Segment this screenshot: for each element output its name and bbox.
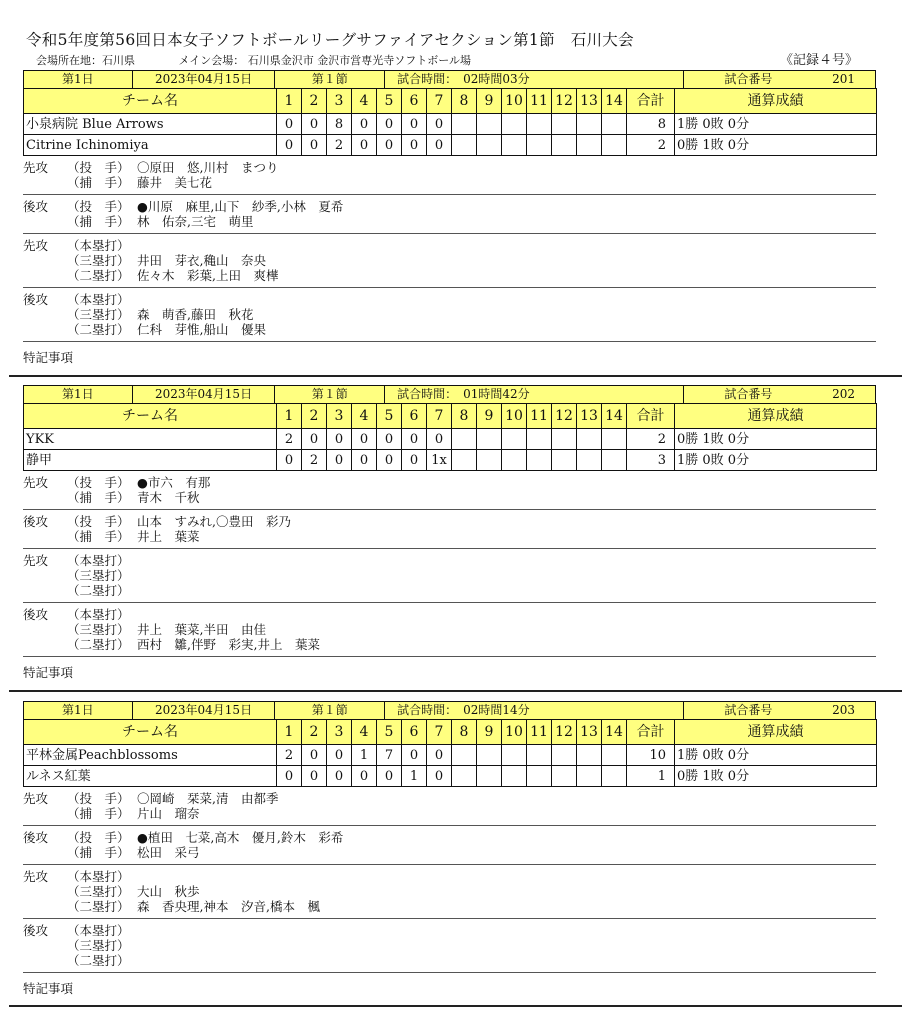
total-score: 2	[627, 429, 675, 450]
season-record: 1勝 0敗 0分	[675, 450, 877, 471]
inning-score	[502, 135, 527, 156]
game-number-label: 試合番号	[724, 387, 773, 401]
catchers: 松田 采弓	[137, 845, 200, 860]
pitchers: ●市六 有那	[137, 475, 211, 490]
game-day: 第1日	[24, 702, 133, 719]
inning-score	[477, 450, 502, 471]
side-label: 後攻	[23, 292, 49, 307]
inning-score: 0	[352, 135, 377, 156]
special-notes: 特記事項	[23, 981, 74, 996]
inning-header: 4	[352, 720, 377, 745]
inning-score: 0	[402, 450, 427, 471]
inning-header: 2	[302, 720, 327, 745]
inning-header: 4	[352, 404, 377, 429]
second-extra-base-hits	[23, 919, 876, 973]
game-duration: 試合時間： 02時間03分	[385, 71, 684, 88]
inning-score: 0	[402, 135, 427, 156]
inning-score	[577, 766, 602, 787]
inning-score	[477, 429, 502, 450]
score-header-row	[24, 89, 877, 114]
second-battery	[23, 510, 876, 549]
team-score-row	[24, 745, 877, 766]
record-header: 通算成績	[675, 720, 877, 745]
inning-score: 0	[277, 114, 302, 135]
pitcher-label: （投 手）	[67, 199, 130, 214]
catchers: 片山 瑠奈	[137, 806, 200, 821]
inning-score: 0	[302, 429, 327, 450]
total-score: 8	[627, 114, 675, 135]
game-date: 2023年04月15日	[133, 71, 276, 88]
triples: 井田 芽衣,穐山 奈央	[137, 253, 266, 268]
inning-header: 1	[277, 404, 302, 429]
catchers: 井上 葉菜	[137, 529, 200, 544]
inning-score	[452, 114, 477, 135]
inning-header: 14	[602, 404, 627, 429]
inning-score	[552, 745, 577, 766]
second-extra-base-hits	[23, 603, 876, 657]
game-separator	[9, 690, 902, 692]
document-title: 令和5年度第56回日本女子ソフトボールリーグサファイアセクション第1節 石川大会	[26, 31, 634, 49]
pitcher-label: （投 手）	[67, 830, 130, 845]
score-header-row	[24, 720, 877, 745]
inning-score	[527, 135, 552, 156]
inning-score	[602, 745, 627, 766]
inning-score	[477, 114, 502, 135]
triple-label: （三塁打）	[67, 622, 130, 637]
inning-score: 0	[302, 114, 327, 135]
inning-score	[602, 450, 627, 471]
inning-header: 13	[577, 404, 602, 429]
inning-score	[452, 745, 477, 766]
game-number-cell	[684, 386, 875, 403]
inning-score	[552, 766, 577, 787]
inning-header: 1	[277, 89, 302, 114]
game-day: 第1日	[24, 386, 133, 403]
inning-score	[452, 450, 477, 471]
inning-score	[502, 114, 527, 135]
inning-score: 2	[327, 135, 352, 156]
inning-score: 2	[302, 450, 327, 471]
second-battery	[23, 826, 876, 865]
venue-location: 会場所在地：石川県	[36, 54, 135, 67]
inning-header: 4	[352, 89, 377, 114]
inning-header: 9	[477, 404, 502, 429]
inning-header: 3	[327, 89, 352, 114]
team-name-header: チーム名	[24, 404, 277, 429]
inning-header: 1	[277, 720, 302, 745]
inning-score: 0	[352, 450, 377, 471]
score-table	[23, 403, 877, 471]
inning-header: 11	[527, 89, 552, 114]
double-label: （二塁打）	[67, 583, 130, 598]
team-name: Citrine Ichinomiya	[24, 135, 277, 156]
inning-header: 12	[552, 720, 577, 745]
side-label: 先攻	[23, 238, 49, 253]
inning-score	[527, 114, 552, 135]
inning-score	[552, 429, 577, 450]
inning-header: 5	[377, 720, 402, 745]
inning-score: 0	[277, 450, 302, 471]
pitcher-label: （投 手）	[67, 514, 130, 529]
game-header	[23, 70, 876, 88]
doubles: 佐々木 彩葉,上田 爽樺	[137, 268, 279, 283]
season-record: 1勝 0敗 0分	[675, 114, 877, 135]
inning-score	[602, 135, 627, 156]
inning-header: 2	[302, 89, 327, 114]
team-name: ルネス紅葉	[24, 766, 277, 787]
inning-score: 0	[427, 114, 452, 135]
inning-score: 0	[402, 429, 427, 450]
double-label: （二塁打）	[67, 322, 130, 337]
inning-score: 0	[302, 135, 327, 156]
inning-score	[452, 766, 477, 787]
pitchers: 山本 すみれ,〇豊田 彩乃	[137, 514, 291, 529]
inning-header: 5	[377, 404, 402, 429]
game-number: 202	[832, 387, 855, 401]
inning-score: 0	[352, 429, 377, 450]
game-number: 201	[832, 72, 855, 86]
triples: 井上 葉菜,半田 由佳	[137, 622, 266, 637]
total-score: 3	[627, 450, 675, 471]
game-number-label: 試合番号	[724, 72, 773, 86]
game-number: 203	[832, 703, 855, 717]
game-header	[23, 701, 876, 719]
inning-score	[477, 745, 502, 766]
inning-score: 0	[377, 766, 402, 787]
inning-header: 8	[452, 404, 477, 429]
record-number: 《記録４号》	[779, 53, 858, 68]
inning-score	[577, 745, 602, 766]
double-label: （二塁打）	[67, 637, 130, 652]
pitcher-label: （投 手）	[67, 160, 130, 175]
inning-score	[502, 745, 527, 766]
record-header: 通算成績	[675, 404, 877, 429]
inning-score	[577, 450, 602, 471]
homerun-label: （本塁打）	[67, 923, 130, 938]
triple-label: （三塁打）	[67, 938, 130, 953]
inning-header: 7	[427, 89, 452, 114]
inning-score	[602, 114, 627, 135]
inning-score	[527, 745, 552, 766]
total-header: 合計	[627, 89, 675, 114]
inning-header: 2	[302, 404, 327, 429]
catcher-label: （捕 手）	[67, 529, 130, 544]
triple-label: （三塁打）	[67, 307, 130, 322]
double-label: （二塁打）	[67, 899, 130, 914]
inning-header: 6	[402, 404, 427, 429]
inning-score: 0	[377, 114, 402, 135]
first-extra-base-hits	[23, 549, 876, 603]
inning-header: 10	[502, 404, 527, 429]
second-extra-base-hits	[23, 288, 876, 342]
game-number-cell	[684, 71, 875, 88]
triples: 森 萌香,藤田 秋花	[137, 307, 254, 322]
triples: 大山 秋歩	[137, 884, 200, 899]
inning-score: 8	[327, 114, 352, 135]
pitchers: ●植田 七菜,高木 優月,鈴木 彩希	[137, 830, 344, 845]
homerun-label: （本塁打）	[67, 238, 130, 253]
second-battery	[23, 195, 876, 234]
side-label: 先攻	[23, 869, 49, 884]
side-label: 先攻	[23, 791, 49, 806]
inning-header: 5	[377, 89, 402, 114]
inning-header: 12	[552, 404, 577, 429]
inning-score: 0	[302, 745, 327, 766]
inning-score	[577, 135, 602, 156]
inning-score	[552, 135, 577, 156]
inning-score: 0	[277, 135, 302, 156]
inning-score: 0	[327, 745, 352, 766]
game-day: 第1日	[24, 71, 133, 88]
game-header	[23, 385, 876, 403]
inning-header: 7	[427, 404, 452, 429]
inning-header: 13	[577, 720, 602, 745]
inning-header: 6	[402, 89, 427, 114]
season-record: 0勝 1敗 0分	[675, 766, 877, 787]
game-duration: 試合時間： 02時間14分	[385, 702, 684, 719]
inning-score	[527, 450, 552, 471]
game-date: 2023年04月15日	[133, 386, 276, 403]
game-duration: 試合時間： 01時間42分	[385, 386, 684, 403]
inning-score	[577, 114, 602, 135]
special-notes: 特記事項	[23, 665, 74, 680]
catchers: 青木 千秋	[137, 490, 200, 505]
inning-header: 11	[527, 404, 552, 429]
record-header: 通算成績	[675, 89, 877, 114]
catchers: 藤井 美七花	[137, 175, 213, 190]
double-label: （二塁打）	[67, 268, 130, 283]
inning-header: 10	[502, 89, 527, 114]
side-label: 先攻	[23, 553, 49, 568]
game-date: 2023年04月15日	[133, 702, 276, 719]
team-name: 平林金属Peachblossoms	[24, 745, 277, 766]
inning-header: 8	[452, 720, 477, 745]
inning-score: 1	[352, 745, 377, 766]
inning-header: 13	[577, 89, 602, 114]
inning-score	[527, 429, 552, 450]
game-block	[23, 701, 876, 999]
homerun-label: （本塁打）	[67, 292, 130, 307]
total-score: 1	[627, 766, 675, 787]
pitcher-label: （投 手）	[67, 475, 130, 490]
inning-score: 0	[427, 766, 452, 787]
team-score-row	[24, 429, 877, 450]
inning-header: 9	[477, 89, 502, 114]
side-label: 後攻	[23, 199, 49, 214]
triple-label: （三塁打）	[67, 568, 130, 583]
team-name: YKK	[24, 429, 277, 450]
side-label: 後攻	[23, 514, 49, 529]
team-score-row	[24, 450, 877, 471]
team-score-row	[24, 135, 877, 156]
first-extra-base-hits	[23, 865, 876, 919]
first-battery	[23, 787, 876, 826]
homerun-label: （本塁打）	[67, 869, 130, 884]
pitchers: 〇岡崎 栞菜,清 由都季	[137, 791, 279, 806]
inning-score: 0	[427, 135, 452, 156]
game-section: 第１節	[275, 386, 385, 403]
game-separator	[9, 1005, 902, 1007]
game-separator	[9, 375, 902, 377]
game-section: 第１節	[275, 71, 385, 88]
inning-header: 9	[477, 720, 502, 745]
homerun-label: （本塁打）	[67, 553, 130, 568]
catcher-label: （捕 手）	[67, 845, 130, 860]
side-label: 後攻	[23, 923, 49, 938]
inning-score: 0	[377, 450, 402, 471]
side-label: 後攻	[23, 607, 49, 622]
inning-score	[452, 135, 477, 156]
side-label: 先攻	[23, 475, 49, 490]
team-name: 小泉病院 Blue Arrows	[24, 114, 277, 135]
side-label: 後攻	[23, 830, 49, 845]
doubles: 仁科 芽惟,船山 優果	[137, 322, 266, 337]
inning-score	[502, 450, 527, 471]
homerun-label: （本塁打）	[67, 607, 130, 622]
inning-score: 2	[277, 745, 302, 766]
inning-header: 10	[502, 720, 527, 745]
inning-header: 11	[527, 720, 552, 745]
triple-label: （三塁打）	[67, 253, 130, 268]
inning-score	[502, 766, 527, 787]
inning-score: 2	[277, 429, 302, 450]
inning-score: 0	[402, 745, 427, 766]
inning-header: 14	[602, 720, 627, 745]
catcher-label: （捕 手）	[67, 214, 130, 229]
inning-score: 1	[402, 766, 427, 787]
inning-score	[552, 114, 577, 135]
game-section: 第１節	[275, 702, 385, 719]
pitcher-label: （投 手）	[67, 791, 130, 806]
team-name-header: チーム名	[24, 720, 277, 745]
first-extra-base-hits	[23, 234, 876, 288]
doubles: 西村 雛,伴野 彩実,井上 葉菜	[137, 637, 320, 652]
inning-score	[552, 450, 577, 471]
inning-header: 8	[452, 89, 477, 114]
score-header-row	[24, 404, 877, 429]
game-number-cell	[684, 702, 875, 719]
side-label: 先攻	[23, 160, 49, 175]
venue-info	[36, 52, 511, 68]
inning-score	[527, 766, 552, 787]
inning-score: 0	[327, 766, 352, 787]
inning-score: 0	[427, 745, 452, 766]
triple-label: （三塁打）	[67, 884, 130, 899]
inning-score: 7	[377, 745, 402, 766]
total-score: 2	[627, 135, 675, 156]
inning-score	[602, 429, 627, 450]
special-notes: 特記事項	[23, 350, 74, 365]
inning-header: 14	[602, 89, 627, 114]
total-header: 合計	[627, 720, 675, 745]
inning-score	[452, 429, 477, 450]
inning-header: 7	[427, 720, 452, 745]
season-record: 0勝 1敗 0分	[675, 135, 877, 156]
season-record: 0勝 1敗 0分	[675, 429, 877, 450]
inning-score: 0	[327, 429, 352, 450]
inning-score: 0	[352, 114, 377, 135]
score-table	[23, 719, 877, 787]
team-score-row	[24, 114, 877, 135]
inning-score: 0	[327, 450, 352, 471]
inning-score	[502, 429, 527, 450]
game-block	[23, 70, 876, 368]
team-name-header: チーム名	[24, 89, 277, 114]
inning-score: 0	[377, 135, 402, 156]
inning-header: 3	[327, 404, 352, 429]
game-block	[23, 385, 876, 683]
inning-score	[577, 429, 602, 450]
first-battery	[23, 156, 876, 195]
inning-score	[602, 766, 627, 787]
total-score: 10	[627, 745, 675, 766]
first-battery	[23, 471, 876, 510]
catchers: 林 佑奈,三宅 萌里	[137, 214, 254, 229]
double-label: （二塁打）	[67, 953, 130, 968]
pitchers: ●川原 麻里,山下 紗季,小林 夏希	[137, 199, 344, 214]
score-table	[23, 88, 877, 156]
inning-score	[477, 766, 502, 787]
inning-score: 0	[427, 429, 452, 450]
inning-score: 0	[352, 766, 377, 787]
inning-header: 6	[402, 720, 427, 745]
inning-score: 0	[302, 766, 327, 787]
doubles: 森 香央理,神本 汐音,橋本 楓	[137, 899, 320, 914]
inning-score: 0	[277, 766, 302, 787]
pitchers: 〇原田 悠,川村 まつり	[137, 160, 279, 175]
catcher-label: （捕 手）	[67, 806, 130, 821]
total-header: 合計	[627, 404, 675, 429]
catcher-label: （捕 手）	[67, 175, 130, 190]
inning-score: 0	[402, 114, 427, 135]
team-name: 静甲	[24, 450, 277, 471]
inning-score: 0	[377, 429, 402, 450]
inning-header: 12	[552, 89, 577, 114]
inning-score: 1x	[427, 450, 452, 471]
inning-score	[477, 135, 502, 156]
game-number-label: 試合番号	[724, 703, 773, 717]
catcher-label: （捕 手）	[67, 490, 130, 505]
inning-header: 3	[327, 720, 352, 745]
team-score-row	[24, 766, 877, 787]
main-venue: メイン会場： 石川県金沢市 金沢市営専光寺ソフトボール場	[178, 54, 472, 67]
season-record: 1勝 0敗 0分	[675, 745, 877, 766]
